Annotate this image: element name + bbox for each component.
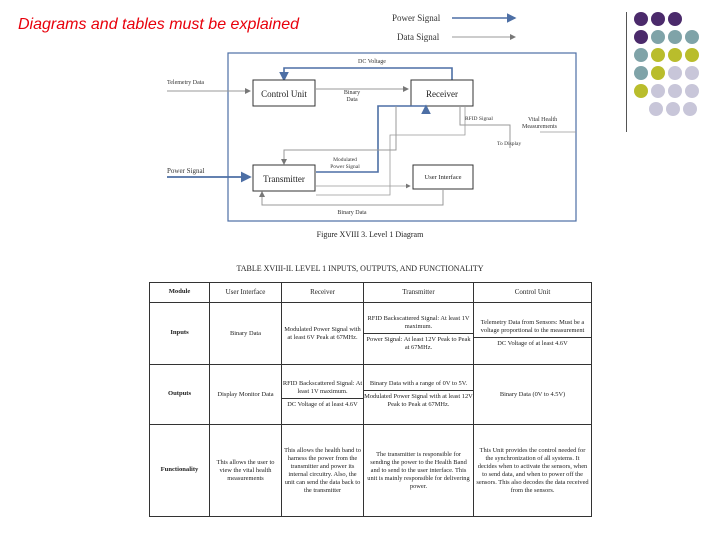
header-module: Module bbox=[150, 283, 210, 303]
binary-data-bottom-label: Binary Data bbox=[337, 210, 367, 216]
row-label-inputs: Inputs bbox=[150, 303, 210, 365]
dc-voltage-label: DC Voltage bbox=[358, 59, 386, 65]
user-interface-label: User Interface bbox=[424, 174, 462, 181]
modulated-label-1: Modulated bbox=[333, 157, 357, 163]
vital-health-label-1: Vital Health bbox=[528, 117, 558, 123]
table-row-outputs bbox=[150, 365, 592, 425]
cell-part: RFID Backscattered Signal: At least 1V maximum. bbox=[282, 378, 363, 399]
figure-caption: Figure XVIII 3. Level 1 Diagram bbox=[316, 230, 424, 239]
cell-inputs-control bbox=[474, 303, 592, 365]
legend-power-label: Power Signal bbox=[392, 13, 441, 23]
cell-functionality-ui: This allows the user to view the vital health measurements bbox=[210, 425, 282, 517]
legend-data-label: Data Signal bbox=[397, 32, 440, 42]
header-control-unit: Control Unit bbox=[474, 283, 592, 303]
cell-part: DC Voltage of at least 4.6V bbox=[287, 401, 358, 408]
table-header-row bbox=[150, 283, 592, 303]
cell-outputs-receiver bbox=[282, 365, 364, 425]
row-label-functionality: Functionality bbox=[150, 425, 210, 517]
cell-inputs-ui: Binary Data bbox=[210, 303, 282, 365]
cell-part: Modulated Power Signal with at least 12V Peak to Peak at 67MHz. bbox=[364, 393, 473, 408]
header-receiver: Receiver bbox=[282, 283, 364, 303]
header-transmitter: Transmitter bbox=[364, 283, 474, 303]
cell-part: DC Voltage of at least 4.6V bbox=[497, 340, 568, 347]
cell-part: Power Signal: At least 12V Peak to Peak at 67MHz. bbox=[366, 336, 471, 351]
binary-data-label-2: Data bbox=[346, 97, 358, 103]
vital-health-label-2: Measurements bbox=[522, 124, 557, 130]
cell-outputs-transmitter bbox=[364, 365, 474, 425]
cell-functionality-receiver: This allows the health band to harness the power from the transmitter and power its internal circuitry. Also, the unit can send the data back to the transmitter bbox=[282, 425, 364, 517]
modulated-label-2: Power Signal bbox=[330, 164, 360, 170]
cell-inputs-receiver: Modulated Power Signal with at least 6V Peak at 67MHz. bbox=[282, 303, 364, 365]
slide-title: Diagrams and tables must be explained bbox=[18, 16, 300, 33]
cell-outputs-ui: Display Monitor Data bbox=[210, 365, 282, 425]
to-display-label: To Display bbox=[497, 141, 522, 147]
table-row-functionality bbox=[150, 425, 592, 517]
table-row-inputs bbox=[150, 303, 592, 365]
cell-part: Telemetry Data from Sensors: Must be a voltage proportional to the measurement bbox=[474, 317, 591, 338]
row-label-outputs: Outputs bbox=[150, 365, 210, 425]
cell-part: RFID Backscattered Signal: At least 1V maximum. bbox=[364, 313, 473, 334]
power-signal-label: Power Signal bbox=[167, 167, 205, 175]
control-unit-label: Control Unit bbox=[261, 89, 307, 99]
table-caption: TABLE XVIII-II. LEVEL 1 INPUTS, OUTPUTS, AND FUNCTIONALITY bbox=[236, 264, 484, 273]
system-boundary bbox=[228, 53, 576, 221]
transmitter-label: Transmitter bbox=[263, 174, 305, 184]
cell-inputs-transmitter bbox=[364, 303, 474, 365]
cell-part: Binary Data with a range of 0V to 5V. bbox=[364, 378, 473, 391]
receiver-transmitter-data bbox=[284, 106, 396, 164]
header-user-interface: User Interface bbox=[210, 283, 282, 303]
cell-functionality-control: This Unit provides the control needed for the synchronization of all systems. It decides when to activate the sensors, when to send data, and when to power off the sensors. This also decodes the data received from the sensors. bbox=[474, 425, 592, 517]
cell-outputs-control: Binary Data (0V to 4.5V) bbox=[474, 365, 592, 425]
telemetry-label: Telemetry Data bbox=[167, 80, 205, 86]
receiver-label: Receiver bbox=[426, 89, 458, 99]
binary-data-label-1: Binary bbox=[343, 90, 361, 96]
rfid-label: RFID Signal bbox=[465, 116, 493, 122]
io-table bbox=[149, 282, 592, 517]
cell-functionality-transmitter: The transmitter is responsible for sending the power to the Health Band and to send to the user interface. This unit is mainly responsible for delivering power. bbox=[364, 425, 474, 517]
